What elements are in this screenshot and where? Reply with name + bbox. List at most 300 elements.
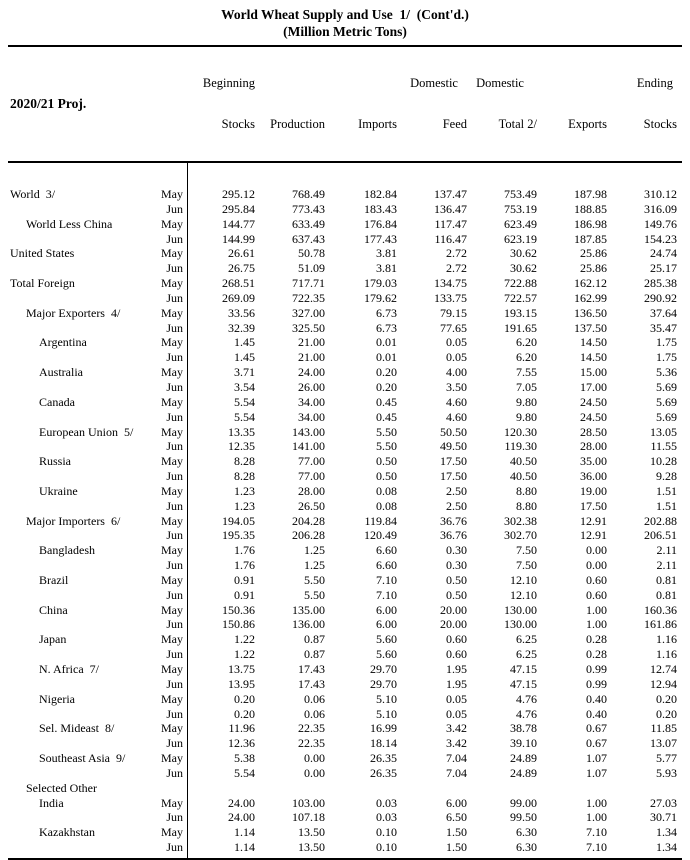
table-row (8, 291, 682, 306)
value-cell: 17.50 (440, 454, 467, 469)
value-cell: 0.28 (586, 632, 607, 647)
value-cell: 722.57 (504, 290, 537, 305)
col-header-domestic-total (467, 50, 537, 158)
month-cell: Jun (166, 647, 183, 662)
table-row (8, 677, 682, 692)
value-cell: 1.51 (656, 498, 677, 513)
month-cell: Jun (166, 676, 183, 691)
value-cell: 2.50 (446, 483, 467, 498)
value-cell: 12.36 (228, 736, 255, 751)
month-cell: May (161, 424, 183, 439)
value-cell: 20.00 (440, 617, 467, 632)
col-header-line: Stocks (221, 116, 255, 131)
table-row (8, 395, 682, 410)
value-cell: 0.01 (376, 335, 397, 350)
value-cell: 3.50 (446, 379, 467, 394)
value-cell: 316.09 (644, 201, 677, 216)
value-cell: 722.35 (292, 290, 325, 305)
value-cell: 268.51 (222, 276, 255, 291)
value-cell: 188.85 (574, 201, 607, 216)
value-cell: 5.69 (656, 394, 677, 409)
table-row (8, 603, 682, 618)
value-cell: 12.10 (510, 587, 537, 602)
month-cell: May (161, 187, 183, 201)
value-cell: 26.00 (298, 379, 325, 394)
value-cell: 0.30 (446, 543, 467, 558)
value-cell: 1.34 (656, 825, 677, 840)
value-cell: 25.86 (580, 246, 607, 261)
value-cell: 51.09 (298, 261, 325, 276)
value-cell: 206.28 (292, 528, 325, 543)
table-row (8, 380, 682, 395)
value-cell: 6.50 (446, 810, 467, 825)
table-row (8, 647, 682, 662)
col-header-domestic-feed (397, 50, 467, 158)
value-cell: 1.00 (586, 602, 607, 617)
col-header-line: Domestic (476, 76, 524, 90)
value-cell: 6.30 (516, 840, 537, 855)
value-cell: 295.12 (222, 187, 255, 201)
value-cell: 0.08 (376, 498, 397, 513)
value-cell: 149.76 (644, 216, 677, 231)
value-cell: 99.00 (510, 795, 537, 810)
row-label: Sel. Mideast 8/ (39, 721, 115, 736)
value-cell: 10.28 (650, 454, 677, 469)
value-cell: 7.50 (516, 543, 537, 558)
value-cell: 137.50 (574, 320, 607, 335)
value-cell: 39.10 (510, 736, 537, 751)
value-cell: 1.23 (234, 483, 255, 498)
month-cell: Jun (166, 558, 183, 573)
value-cell: 0.45 (376, 394, 397, 409)
month-cell: Jun (166, 810, 183, 825)
value-cell: 3.81 (376, 261, 397, 276)
value-cell: 136.00 (292, 617, 325, 632)
table-row (8, 781, 682, 796)
value-cell: 0.20 (656, 691, 677, 706)
row-label: Ukraine (39, 483, 78, 498)
value-cell: 1.51 (656, 483, 677, 498)
value-cell: 0.20 (234, 706, 255, 721)
value-cell: 5.60 (376, 632, 397, 647)
value-cell: 6.20 (516, 350, 537, 365)
table-row (8, 810, 682, 825)
table-row (8, 499, 682, 514)
value-cell: 36.76 (440, 528, 467, 543)
value-cell: 5.50 (304, 587, 325, 602)
value-cell: 120.30 (504, 424, 537, 439)
value-cell: 6.00 (376, 617, 397, 632)
col-header-imports (325, 64, 397, 159)
value-cell: 6.00 (446, 795, 467, 810)
value-cell: 37.64 (650, 305, 677, 320)
value-cell: 1.22 (234, 647, 255, 662)
value-cell: 4.60 (446, 394, 467, 409)
value-cell: 130.00 (504, 602, 537, 617)
value-cell: 26.61 (228, 246, 255, 261)
value-cell: 5.54 (234, 765, 255, 780)
value-cell: 753.49 (504, 187, 537, 201)
value-cell: 1.45 (234, 350, 255, 365)
table-row (8, 410, 682, 425)
table-header-row (8, 45, 682, 163)
value-cell: 7.04 (446, 751, 467, 766)
month-cell: May (161, 335, 183, 350)
month-cell: Jun (166, 261, 183, 276)
table-row (8, 632, 682, 647)
value-cell: 5.10 (376, 691, 397, 706)
value-cell: 6.25 (516, 647, 537, 662)
table-row (8, 617, 682, 632)
table-row (8, 469, 682, 484)
col-header-ending-stocks (607, 50, 677, 158)
value-cell: 17.43 (298, 662, 325, 676)
value-cell: 8.28 (234, 469, 255, 484)
value-cell: 7.05 (516, 379, 537, 394)
col-header-line: Stocks (643, 116, 677, 131)
table-row (8, 692, 682, 707)
value-cell: 26.50 (298, 498, 325, 513)
value-cell: 753.19 (504, 201, 537, 216)
value-cell: 141.00 (292, 439, 325, 454)
value-cell: 0.60 (586, 587, 607, 602)
value-cell: 623.19 (504, 231, 537, 246)
month-cell: May (161, 691, 183, 706)
value-cell: 186.98 (574, 216, 607, 231)
value-cell: 26.35 (370, 751, 397, 766)
value-cell: 5.10 (376, 706, 397, 721)
col-header-line: Production (270, 116, 325, 131)
month-cell: May (161, 825, 183, 840)
value-cell: 11.55 (650, 439, 677, 454)
value-cell: 1.95 (446, 676, 467, 691)
value-cell: 0.28 (586, 647, 607, 662)
value-cell: 1.25 (304, 543, 325, 558)
value-cell: 1.50 (446, 825, 467, 840)
month-cell: Jun (166, 706, 183, 721)
value-cell: 162.12 (574, 276, 607, 291)
table-row (8, 840, 682, 855)
col-header-line: Domestic (410, 76, 458, 90)
table-row (8, 543, 682, 558)
value-cell: 27.03 (650, 795, 677, 810)
value-cell: 0.45 (376, 409, 397, 424)
value-cell: 5.38 (234, 751, 255, 766)
value-cell: 195.35 (222, 528, 255, 543)
value-cell: 119.30 (504, 439, 537, 454)
value-cell: 9.80 (516, 409, 537, 424)
value-cell: 2.50 (446, 498, 467, 513)
value-cell: 6.73 (376, 320, 397, 335)
value-cell: 0.50 (376, 469, 397, 484)
value-cell: 0.10 (376, 840, 397, 855)
value-cell: 0.03 (376, 810, 397, 825)
value-cell: 0.20 (656, 706, 677, 721)
value-cell: 24.00 (228, 795, 255, 810)
value-cell: 150.86 (222, 617, 255, 632)
value-cell: 285.38 (644, 276, 677, 291)
value-cell: 7.10 (586, 825, 607, 840)
value-cell: 0.99 (586, 676, 607, 691)
value-cell: 28.50 (580, 424, 607, 439)
value-cell: 35.00 (580, 454, 607, 469)
value-cell: 327.00 (292, 305, 325, 320)
value-cell: 0.91 (234, 587, 255, 602)
value-cell: 5.50 (304, 572, 325, 587)
table-row (8, 217, 682, 232)
value-cell: 12.10 (510, 572, 537, 587)
month-cell: Jun (166, 498, 183, 513)
value-cell: 26.75 (228, 261, 255, 276)
value-cell: 3.42 (446, 721, 467, 736)
month-cell: May (161, 246, 183, 261)
value-cell: 3.71 (234, 365, 255, 380)
table-row (8, 439, 682, 454)
value-cell: 35.47 (650, 320, 677, 335)
value-cell: 0.60 (446, 632, 467, 647)
value-cell: 269.09 (222, 290, 255, 305)
month-cell: May (161, 276, 183, 291)
title-block (0, 0, 690, 40)
table-row (8, 588, 682, 603)
value-cell: 25.86 (580, 261, 607, 276)
value-cell: 1.07 (586, 751, 607, 766)
value-cell: 25.17 (650, 261, 677, 276)
value-cell: 2.11 (656, 558, 677, 573)
table-body (8, 163, 682, 860)
month-cell: Jun (166, 439, 183, 454)
value-cell: 5.93 (656, 765, 677, 780)
value-cell: 8.80 (516, 498, 537, 513)
table-row (8, 707, 682, 722)
table-row (8, 276, 682, 291)
month-cell: May (161, 394, 183, 409)
value-cell: 7.10 (376, 587, 397, 602)
value-cell: 0.81 (656, 587, 677, 602)
value-cell: 773.43 (292, 201, 325, 216)
table-row (8, 187, 682, 202)
value-cell: 13.35 (228, 424, 255, 439)
value-cell: 6.25 (516, 632, 537, 647)
value-cell: 14.50 (580, 335, 607, 350)
value-cell: 24.00 (298, 365, 325, 380)
value-cell: 8.28 (234, 454, 255, 469)
value-cell: 137.47 (434, 187, 467, 201)
table-row (8, 558, 682, 573)
table-row (8, 261, 682, 276)
month-cell: May (161, 602, 183, 617)
value-cell: 11.96 (228, 721, 255, 736)
value-cell: 722.88 (504, 276, 537, 291)
value-cell: 0.20 (376, 365, 397, 380)
month-cell: May (161, 305, 183, 320)
page-title: World Wheat Supply and Use 1/ (Cont'd.) (221, 7, 469, 22)
value-cell: 637.43 (292, 231, 325, 246)
value-cell: 134.75 (434, 276, 467, 291)
table-row (8, 766, 682, 781)
value-cell: 150.36 (222, 602, 255, 617)
row-label: Canada (39, 394, 75, 409)
value-cell: 717.71 (292, 276, 325, 291)
table-row (8, 825, 682, 840)
value-cell: 0.01 (376, 350, 397, 365)
row-label: European Union 5/ (39, 424, 134, 439)
value-cell: 21.00 (298, 350, 325, 365)
value-cell: 194.05 (222, 513, 255, 528)
month-cell: Jun (166, 528, 183, 543)
value-cell: 1.14 (234, 825, 255, 840)
value-cell: 0.00 (304, 751, 325, 766)
value-cell: 202.88 (644, 513, 677, 528)
month-cell: May (161, 543, 183, 558)
value-cell: 9.28 (656, 469, 677, 484)
value-cell: 103.00 (292, 795, 325, 810)
value-cell: 2.72 (446, 261, 467, 276)
value-cell: 47.15 (510, 662, 537, 676)
value-cell: 17.43 (298, 676, 325, 691)
table-row (8, 514, 682, 529)
month-cell: May (161, 483, 183, 498)
row-label: China (39, 602, 68, 617)
value-cell: 119.84 (364, 513, 397, 528)
value-cell: 0.67 (586, 721, 607, 736)
value-cell: 77.00 (298, 469, 325, 484)
row-label: World 3/ (10, 187, 56, 201)
value-cell: 302.38 (504, 513, 537, 528)
value-cell: 1.00 (586, 795, 607, 810)
value-cell: 136.47 (434, 201, 467, 216)
value-cell: 6.00 (376, 602, 397, 617)
value-cell: 12.35 (228, 439, 255, 454)
value-cell: 179.62 (364, 290, 397, 305)
value-cell: 13.75 (228, 662, 255, 676)
month-cell: May (161, 632, 183, 647)
table-row (8, 306, 682, 321)
value-cell: 99.50 (510, 810, 537, 825)
value-cell: 1.00 (586, 617, 607, 632)
value-cell: 77.65 (440, 320, 467, 335)
value-cell: 144.99 (222, 231, 255, 246)
value-cell: 1.45 (234, 335, 255, 350)
value-cell: 1.75 (656, 335, 677, 350)
table-row (8, 573, 682, 588)
value-cell: 7.10 (376, 572, 397, 587)
table-row (8, 202, 682, 217)
value-cell: 1.23 (234, 498, 255, 513)
value-cell: 1.16 (656, 647, 677, 662)
row-label: Total Foreign (10, 276, 75, 291)
value-cell: 768.49 (292, 187, 325, 201)
value-cell: 36.76 (440, 513, 467, 528)
value-cell: 3.42 (446, 736, 467, 751)
value-cell: 11.85 (650, 721, 677, 736)
value-cell: 302.70 (504, 528, 537, 543)
month-cell: Jun (166, 587, 183, 602)
value-cell: 204.28 (292, 513, 325, 528)
value-cell: 50.50 (440, 424, 467, 439)
value-cell: 38.78 (510, 721, 537, 736)
month-cell: May (161, 454, 183, 469)
value-cell: 3.54 (234, 379, 255, 394)
value-cell: 133.75 (434, 290, 467, 305)
period-label: 2020/21 Proj. (10, 96, 87, 111)
value-cell: 0.05 (446, 335, 467, 350)
month-cell: Jun (166, 736, 183, 751)
value-cell: 40.50 (510, 454, 537, 469)
value-cell: 0.20 (234, 691, 255, 706)
value-cell: 2.72 (446, 246, 467, 261)
value-cell: 17.50 (580, 498, 607, 513)
month-cell: Jun (166, 231, 183, 246)
value-cell: 50.78 (298, 246, 325, 261)
value-cell: 0.30 (446, 558, 467, 573)
table-row (8, 335, 682, 350)
row-label: United States (10, 246, 75, 261)
value-cell: 5.69 (656, 379, 677, 394)
value-cell: 0.40 (586, 691, 607, 706)
value-cell: 20.00 (440, 602, 467, 617)
value-cell: 160.36 (644, 602, 677, 617)
row-label: Kazakhstan (39, 825, 95, 840)
value-cell: 0.05 (446, 691, 467, 706)
value-cell: 29.70 (370, 676, 397, 691)
value-cell: 7.04 (446, 765, 467, 780)
value-cell: 6.30 (516, 825, 537, 840)
value-cell: 79.15 (440, 305, 467, 320)
month-cell: May (161, 513, 183, 528)
value-cell: 24.89 (510, 751, 537, 766)
row-label: Southeast Asia 9/ (39, 751, 126, 766)
value-cell: 6.73 (376, 305, 397, 320)
value-cell: 13.50 (298, 840, 325, 855)
value-cell: 28.00 (580, 439, 607, 454)
value-cell: 154.23 (644, 231, 677, 246)
value-cell: 0.06 (304, 691, 325, 706)
value-cell: 0.87 (304, 632, 325, 647)
col-header-exports (537, 64, 607, 159)
value-cell: 1.07 (586, 765, 607, 780)
month-cell: Jun (166, 320, 183, 335)
month-cell: May (161, 365, 183, 380)
value-cell: 40.50 (510, 469, 537, 484)
value-cell: 5.77 (656, 751, 677, 766)
row-label: Nigeria (39, 691, 75, 706)
value-cell: 22.35 (298, 721, 325, 736)
value-cell: 5.60 (376, 647, 397, 662)
row-label: Australia (39, 365, 83, 380)
value-cell: 1.75 (656, 350, 677, 365)
month-cell: May (161, 795, 183, 810)
value-cell: 0.05 (446, 350, 467, 365)
value-cell: 12.94 (650, 676, 677, 691)
value-cell: 0.03 (376, 795, 397, 810)
page-subtitle: (Million Metric Tons) (283, 24, 407, 39)
value-cell: 623.49 (504, 216, 537, 231)
value-cell: 183.43 (364, 201, 397, 216)
col-header-line: Ending (636, 76, 673, 90)
value-cell: 1.22 (234, 632, 255, 647)
table-row (8, 528, 682, 543)
month-cell: Jun (166, 350, 183, 365)
value-cell: 0.50 (376, 454, 397, 469)
value-cell: 187.98 (574, 187, 607, 201)
value-cell: 136.50 (574, 305, 607, 320)
value-cell: 633.49 (292, 216, 325, 231)
month-cell: Jun (166, 840, 183, 855)
value-cell: 4.60 (446, 409, 467, 424)
value-cell: 187.85 (574, 231, 607, 246)
supply-use-table (8, 45, 682, 860)
